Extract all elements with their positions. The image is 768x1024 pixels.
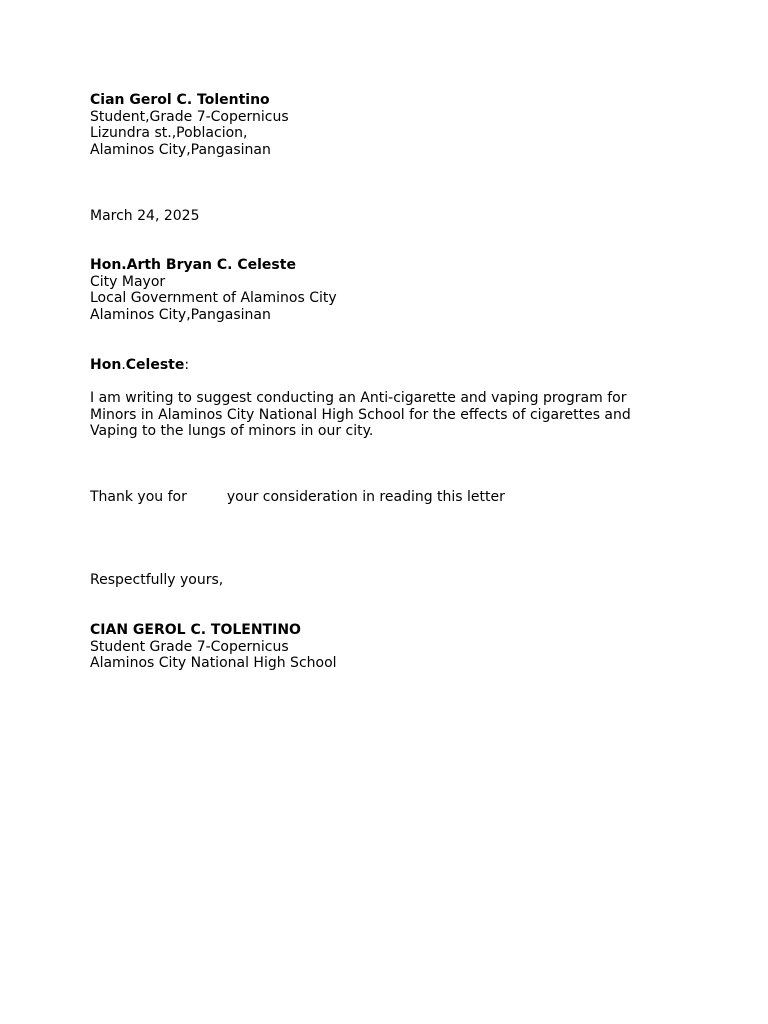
- complimentary-closing: [90, 572, 690, 589]
- salutation-dot: .: [121, 357, 126, 373]
- body-line-3: Vaping to the lungs of minors in our city.: [90, 423, 374, 440]
- salutation-name: Celeste: [125, 357, 185, 373]
- recipient-city: Alaminos City,Pangasinan: [90, 306, 271, 323]
- sender-address-block: [90, 92, 690, 158]
- date-text: March 24, 2025: [90, 208, 200, 224]
- sender-name: Cian Gerol C. Tolentino: [90, 92, 270, 108]
- salutation-prefix: Hon: [90, 357, 122, 373]
- sender-position: Student,Grade 7-Copernicus: [90, 108, 289, 125]
- sender-city: Alaminos City,Pangasinan: [90, 141, 271, 158]
- thank-you-line: [90, 489, 690, 506]
- body-line-1: I am writing to suggest conducting an Anti-cigarette and vaping program for: [90, 390, 627, 406]
- recipient-address-block: [90, 257, 690, 323]
- body-line-2: Minors in Alaminos City National High School for the effects of cigarettes and: [90, 406, 631, 423]
- salutation-colon: :: [184, 357, 190, 373]
- salutation: [90, 357, 690, 374]
- thanks-part-1: Thank you for: [90, 489, 187, 505]
- signature-name: CIAN GEROL C. TOLENTINO: [90, 622, 301, 638]
- recipient-office: Local Government of Alaminos City: [90, 290, 337, 307]
- sender-street: Lizundra st.,Poblacion,: [90, 125, 248, 142]
- letter-date: [90, 208, 690, 225]
- closing-text: Respectfully yours,: [90, 572, 224, 588]
- letter-body-paragraph: [90, 390, 635, 440]
- thanks-part-2: your consideration in reading this letter: [226, 489, 505, 505]
- signature-school: Alaminos City National High School: [90, 655, 337, 672]
- recipient-title: City Mayor: [90, 273, 166, 290]
- signature-position: Student Grade 7-Copernicus: [90, 638, 289, 655]
- signature-block: [90, 622, 690, 672]
- recipient-name: Hon.Arth Bryan C. Celeste: [90, 257, 296, 273]
